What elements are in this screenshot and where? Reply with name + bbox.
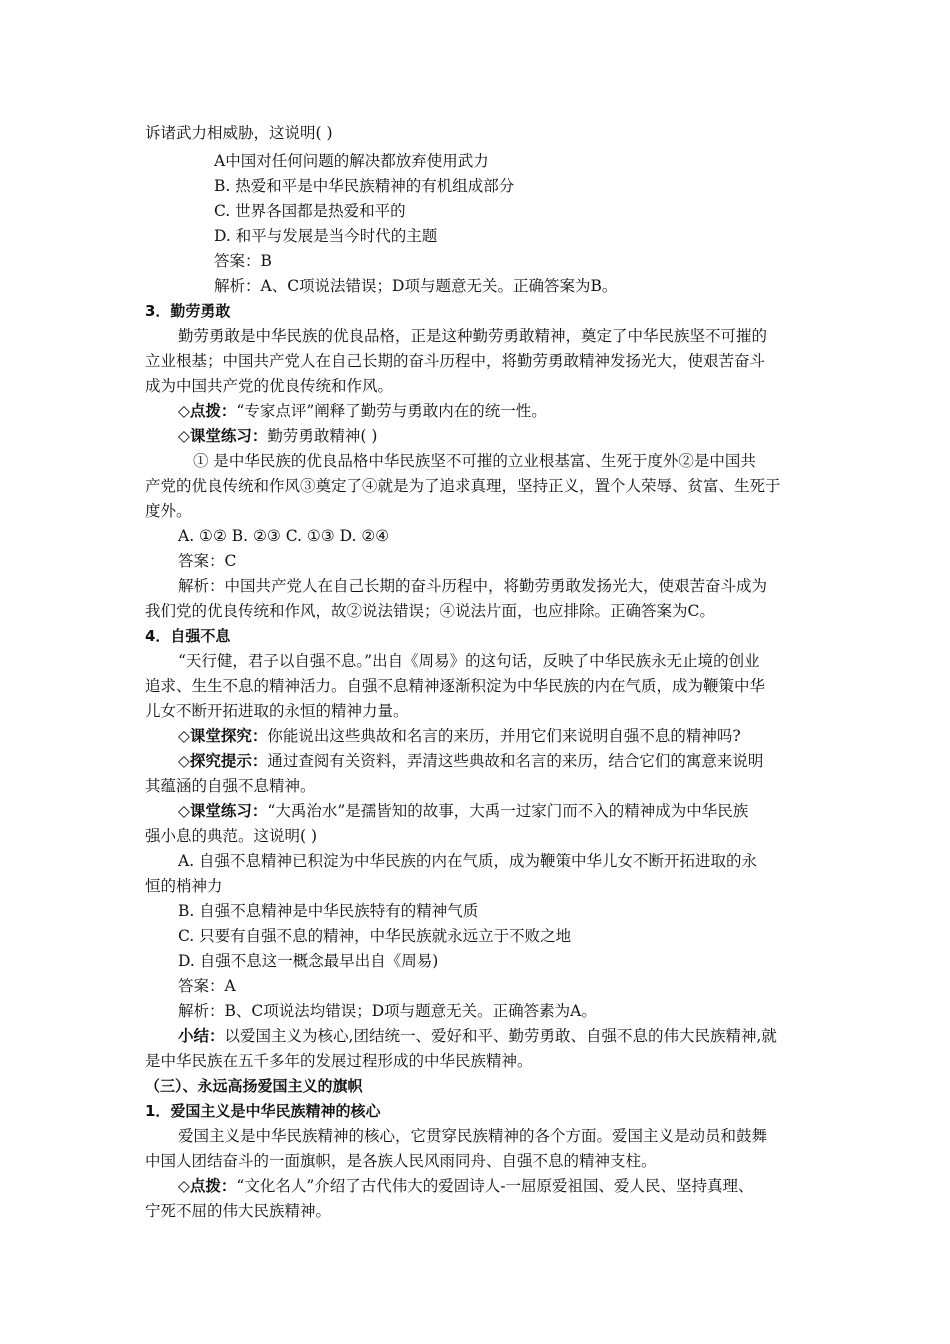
paragraph-line: 立业根基；中国共产党人在自己长期的奋斗历程中，将勤劳勇敢精神发扬光大，使艰苦奋斗 <box>145 352 766 370</box>
paragraph-line: 中国人团结奋斗的一面旗帜，是各族人民风雨同舟、自强不息的精神支柱。 <box>145 1152 657 1170</box>
tip-label: ◇点拨： <box>178 1177 237 1195</box>
option-a: A中国对任何问题的解决都放弃使用武力 <box>214 152 489 170</box>
option-b: B. 自强不息精神是中华民族特有的精神气质 <box>178 902 479 920</box>
answer: 答案：B <box>214 252 272 270</box>
text-line: 诉诸武力相威胁，这说明( ) <box>145 124 333 142</box>
option-a: 恒的梢神力 <box>145 877 223 895</box>
tip-line <box>178 399 547 423</box>
options-line: A. ①② B. ②③ C. ①③ D. ②④ <box>178 527 390 545</box>
option-d: D. 和平与发展是当今时代的主题 <box>214 227 438 245</box>
tip-text: “专家点评”阐释了勤劳与勇敢内在的统一性。 <box>236 402 547 420</box>
section-heading: 3．勤劳勇敢 <box>145 302 231 320</box>
tip-label: ◇点拨： <box>178 402 237 420</box>
exercise-label: ◇课堂练习： <box>178 802 268 820</box>
option-a: A. 自强不息精神已积淀为中华民族的内在气质，成为鞭策中华儿女不断开拓进取的永 <box>178 852 758 870</box>
question-line: 度外。 <box>145 502 192 520</box>
summary-line <box>178 1024 777 1048</box>
summary-label: 小结： <box>178 1027 225 1045</box>
option-b: B. 热爱和平是中华民族精神的有机组成部分 <box>214 177 515 195</box>
exercise-line <box>178 424 377 448</box>
section-heading: （三）、永远高扬爱国主义的旗帜 <box>145 1077 363 1095</box>
exercise-line: 强小息的典范。这说明( ) <box>145 827 318 845</box>
exercise-label: ◇课堂练习： <box>178 427 268 445</box>
explanation: 解析：A、C项说法错误；D项与题意无关。正确答案为B。 <box>214 277 618 295</box>
explanation: 我们党的优良传统和作风，故②说法错误；④说法片面，也应排除。正确答案为C。 <box>145 602 715 620</box>
hint-line: 其蕴涵的自强不息精神。 <box>145 777 316 795</box>
paragraph-line: 勤劳勇敢是中华民族的优良品格，正是这种勤劳勇敢精神，奠定了中华民族坚不可摧的 <box>178 327 768 345</box>
hint-line <box>178 749 763 773</box>
explanation: 解析：中国共产党人在自己长期的奋斗历程中，将勤劳勇敢发扬光大，使艰苦奋斗成为 <box>178 577 768 595</box>
option-c: C. 世界各国都是热爱和平的 <box>214 202 406 220</box>
inquiry-label: ◇课堂探究： <box>178 727 268 745</box>
option-c: C. 只要有自强不息的精神，中华民族就永远立于不败之地 <box>178 927 572 945</box>
summary-text: 以爱国主义为核心,团结统一、爱好和平、勤劳勇敢、自强不息的伟大民族精神,就 <box>224 1027 777 1045</box>
tip-line: 宁死不屈的伟大民族精神。 <box>145 1202 332 1220</box>
section-heading: 4．自强不息 <box>145 627 231 645</box>
explanation: 解析：B、C项说法均错误；D项与题意无关。正确答素为A。 <box>178 1002 597 1020</box>
paragraph-line: 成为中国共产党的优良传统和作风。 <box>145 377 394 395</box>
hint-label: ◇探究提示： <box>178 752 268 770</box>
summary-line: 是中华民族在五千多年的发展过程形成的中华民族精神。 <box>145 1052 533 1070</box>
exercise-line <box>178 799 748 823</box>
tip-text: “文化名人”介绍了古代伟大的爱固诗人-一屈原爱祖国、爱人民、坚持真理、 <box>236 1177 754 1195</box>
section-heading: 1．爱国主义是中华民族精神的核心 <box>145 1102 381 1120</box>
inquiry-text: 你能说出这些典故和名言的来历，并用它们来说明自强不息的精神吗? <box>267 727 741 745</box>
tip-line <box>178 1174 754 1198</box>
paragraph-line: 追求、生生不息的精神活力。自强不息精神逐渐积淀为中华民族的内在气质，成为鞭策中华 <box>145 677 766 695</box>
option-d: D. 自强不息这一概念最早出自《周易) <box>178 952 439 970</box>
exercise-text: “大禹治水”是孺皆知的故事，大禹一过家门而不入的精神成为中华民族 <box>267 802 749 820</box>
question-line: 产党的优良传统和作风③奠定了④就是为了追求真理，坚持正义，置个人荣辱、贫富、生死于 <box>145 477 781 495</box>
paragraph-line: 爱国主义是中华民族精神的核心，它贯穿民族精神的各个方面。爱国主义是动员和鼓舞 <box>178 1127 768 1145</box>
answer: 答案：C <box>178 552 237 570</box>
question-line: ① 是中华民族的优良品格中华民族坚不可摧的立业根基富、生死于度外②是中国共 <box>193 452 756 470</box>
paragraph-line: “天行健，君子以自强不息。”出自《周易》的这句话，反映了中华民族永无止境的创业 <box>178 652 760 670</box>
exercise-text: 勤劳勇敢精神( ) <box>267 427 378 445</box>
hint-text: 通过查阅有关资料，弄清这些典故和名言的来历，结合它们的寓意来说明 <box>267 752 764 770</box>
paragraph-line: 儿女不断开拓进取的永恒的精神力量。 <box>145 702 409 720</box>
answer: 答案：A <box>178 977 236 995</box>
inquiry-line <box>178 724 741 748</box>
